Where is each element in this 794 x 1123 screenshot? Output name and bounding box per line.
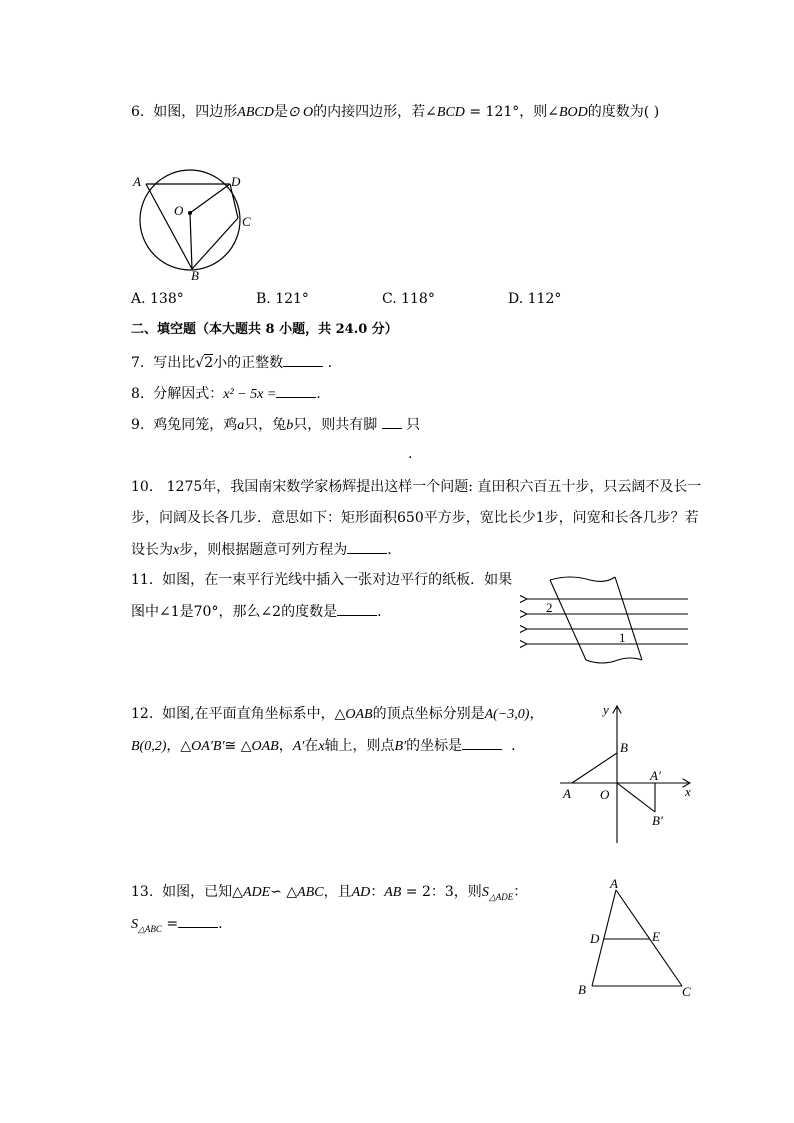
- q12-point-a: A(−3,0): [484, 707, 530, 722]
- q13-seg-ab: AB: [384, 885, 402, 900]
- q6-part: = 121°，则∠: [464, 104, 559, 120]
- q12-part: ，△: [166, 738, 192, 754]
- q6-part: 的内接四边形，若∠: [313, 104, 437, 120]
- q12-line2: [131, 735, 516, 757]
- sqrt-symbol: √: [195, 355, 205, 371]
- q8-end: .: [316, 386, 321, 402]
- point-bprime-label: B′: [652, 813, 663, 828]
- q8-part: 分解因式：: [153, 386, 224, 402]
- q13-part: 如图，已知△: [162, 884, 243, 900]
- q12-part: 的顶点坐标分别是: [372, 706, 485, 722]
- point-aprime-label: A′: [650, 768, 661, 783]
- q10-part: 1275年，我国南宋数学家杨辉提出这样一个问题: 直田积六百五十步，只云阔不及长一: [166, 479, 702, 495]
- q6-number: 6.: [131, 104, 145, 120]
- q13-area-s2-sub: △ABC: [138, 923, 162, 934]
- q12-part: 的坐标是: [406, 738, 463, 754]
- vertex-a-label: A: [610, 876, 618, 891]
- q10-part: 步，则根据题意可列方程为: [179, 542, 348, 558]
- q12-triangle: OAB: [345, 707, 373, 722]
- point-a-label: A: [563, 786, 571, 801]
- q13-part: ，且: [323, 884, 352, 900]
- q13-area-s1: S: [481, 885, 489, 900]
- q12-coordinate-figure: [555, 698, 700, 846]
- q7-part: 写出比: [153, 355, 196, 371]
- q12-part: ，: [278, 738, 293, 754]
- q8-number: 8.: [131, 386, 145, 402]
- q10-var-x: x: [173, 543, 180, 558]
- q9-answer-blank[interactable]: [382, 414, 402, 429]
- q10-line3: [131, 539, 392, 561]
- q12-end: .: [511, 738, 516, 754]
- q13-line2: [131, 913, 223, 939]
- q11-line1: [131, 570, 512, 590]
- q8-text: [131, 383, 321, 405]
- q6-angle-bod: BOD: [559, 105, 588, 120]
- q11-part: 如图，在一束平行光线中插入一张对边平行的纸板．如果: [162, 572, 513, 588]
- q10-number: 10.: [131, 479, 154, 495]
- q6-circle-name: ⊙ O: [287, 105, 314, 120]
- angle-2-label: 2: [546, 600, 553, 615]
- sqrt-inner: 2: [204, 355, 214, 371]
- q11-number: 11.: [131, 572, 154, 588]
- q10-answer-blank[interactable]: [347, 539, 387, 554]
- q11-line2: [131, 601, 382, 622]
- q12-part: ，: [529, 706, 544, 722]
- q8-expression: x² − 5x =: [223, 387, 277, 402]
- q10-line1: [131, 477, 701, 497]
- q9-var-b: b: [286, 418, 294, 433]
- q9-text: [131, 414, 420, 436]
- axis-x-label: x: [685, 784, 691, 799]
- vertex-e-label: E: [652, 929, 660, 944]
- q13-triangle-figure: [572, 876, 702, 1001]
- q6-part: 的度数为( ): [587, 104, 660, 120]
- q9-dot: .: [408, 446, 413, 462]
- q13-part: ：: [370, 884, 385, 900]
- q6-angle-bcd: BCD: [436, 105, 465, 120]
- origin-label: O: [600, 787, 610, 802]
- q6-option-a: A. 138°: [131, 291, 184, 307]
- q7-end: .: [327, 355, 333, 371]
- q6-option-d: D. 112°: [508, 291, 562, 307]
- q13-seg-ad: AD: [351, 885, 371, 900]
- q13-line1: [131, 882, 527, 907]
- q12-triangle3: OAB: [251, 739, 279, 754]
- q6-option-b: B. 121°: [256, 291, 309, 307]
- q6-circle-figure: [128, 168, 263, 283]
- q12-answer-blank[interactable]: [462, 735, 502, 750]
- point-b-label: B: [620, 740, 628, 755]
- q7-part: 小的正整数: [213, 355, 284, 371]
- q13-part: ：: [513, 884, 528, 900]
- q9-part: 只: [406, 417, 421, 433]
- q12-x-axis: x: [318, 739, 325, 754]
- q7-answer-blank[interactable]: [283, 352, 323, 367]
- q6-text: [131, 102, 659, 123]
- q13-triangle-ade: ADE: [242, 885, 271, 900]
- q13-triangle-abc: ABC: [297, 885, 324, 900]
- label-a: A: [133, 174, 141, 189]
- q13-part: = 2：3，则: [401, 884, 482, 900]
- label-o: O: [174, 203, 184, 218]
- q9-number: 9.: [131, 417, 145, 433]
- q12-triangle2: OA′B′: [191, 739, 225, 754]
- q13-part: =: [161, 916, 179, 932]
- q13-area-s2: S: [131, 917, 138, 932]
- q9-part: 只，则共有脚: [293, 417, 378, 433]
- vertex-d-label: D: [590, 931, 600, 946]
- q10-line2: 步，问阔及长各几步．意思如下：矩形面积650平方步，宽比长少1步，问宽和长各几步？若: [131, 510, 699, 526]
- q6-quad-name: ABCD: [237, 105, 274, 120]
- q11-part: 图中∠1是70°，那么∠2的度数是: [131, 604, 338, 620]
- q13-part: ∽ △: [270, 884, 298, 900]
- q13-answer-blank[interactable]: [178, 913, 218, 928]
- section-title: 二、填空题（本大题共 8 小题，共 24.0 分）: [131, 322, 398, 337]
- q12-part: 在: [304, 738, 319, 754]
- label-b: B: [191, 268, 199, 283]
- q12-part: 如图,在平面直角坐标系中，△: [162, 706, 346, 722]
- q9-var-a: a: [237, 418, 245, 433]
- q13-area-s1-sub: △ADE: [488, 891, 514, 902]
- q9-part: 鸡兔同笼，鸡: [153, 417, 238, 433]
- vertex-c-label: C: [682, 984, 691, 999]
- q12-point-b: B(0,2): [131, 739, 167, 754]
- q12-point-aprime: A′: [292, 739, 305, 754]
- angle-1-label: 1: [619, 630, 626, 645]
- q11-end: .: [377, 604, 382, 620]
- axis-y-label: y: [603, 702, 609, 717]
- q6-part: 是: [273, 104, 288, 120]
- q12-point-bprime: B′: [394, 739, 407, 754]
- q11-light-figure: [520, 572, 692, 668]
- q7-text: [131, 352, 332, 373]
- vertex-b-label: B: [578, 982, 586, 997]
- q11-answer-blank[interactable]: [337, 601, 377, 616]
- label-c: C: [242, 214, 251, 229]
- q8-answer-blank[interactable]: [276, 383, 316, 398]
- q12-part: 轴上，则点: [324, 738, 395, 754]
- q10-end: .: [387, 542, 392, 558]
- q10-part: 设长为: [131, 542, 173, 558]
- label-d: D: [231, 174, 241, 189]
- q13-number: 13.: [131, 884, 154, 900]
- q7-number: 7.: [131, 355, 145, 371]
- q6-part: 如图，四边形: [153, 104, 238, 120]
- q12-line1: [131, 704, 543, 725]
- q12-number: 12.: [131, 706, 154, 722]
- q9-part: 只，兔: [244, 417, 287, 433]
- q13-end: .: [218, 916, 223, 932]
- q12-part: ≅ △: [224, 738, 252, 754]
- q6-option-c: C. 118°: [382, 291, 435, 307]
